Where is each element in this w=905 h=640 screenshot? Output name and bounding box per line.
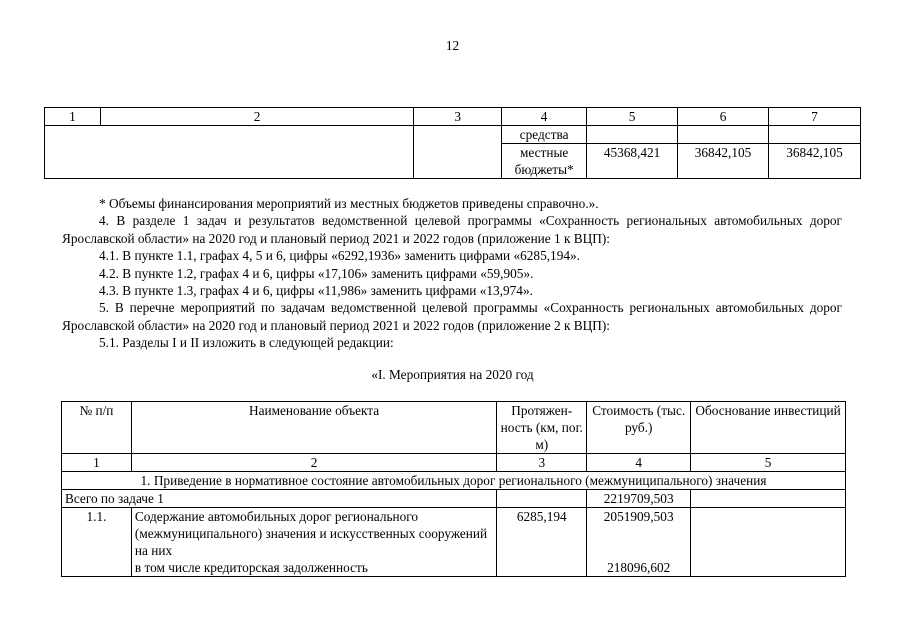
header-justification: Обоснование инвестиций xyxy=(691,402,846,454)
header-num: № п/п xyxy=(62,402,132,454)
paragraph: 5.1. Разделы I и II изложить в следующей редакции: xyxy=(99,335,394,351)
paragraph: 5. В перечне мероприятий по задачам ведомственной целевой программы «Сохранность региональных автомобильных дорог Ярославской области» на 2020 год и плановый период 2021 и 2022 годов (приложение 2 к ВЦП): xyxy=(62,300,842,333)
header-name: Наименование объекта xyxy=(131,402,496,454)
header-length: Протяжен-ность (км, пог. м) xyxy=(497,402,587,454)
paragraph: 4.2. В пункте 1.2, графах 4 и 6, цифры «17,106» заменить цифрами «59,905». xyxy=(99,265,534,281)
page-number: 12 xyxy=(445,38,460,53)
paragraph: 4. В разделе 1 задач и результатов ведомственной целевой программы «Сохранность региональных автомобильных дорог Ярославской области» на 2020 год и плановый период 2021 и 2022 годов (приложение 1 к ВЦП): xyxy=(62,213,842,246)
col-number-cell: 3 xyxy=(497,454,587,472)
item-cost: 2051909,503 xyxy=(587,508,691,560)
empty-cell xyxy=(691,559,846,577)
amount-cell: 36842,105 xyxy=(678,144,769,179)
empty-cell xyxy=(678,126,769,144)
empty-cell xyxy=(497,559,587,577)
header-row xyxy=(62,402,846,454)
item-name: Содержание автомобильных дорог регионального (межмуниципального) значения и искусственных сооружений на них xyxy=(131,508,496,560)
col-number-cell: 7 xyxy=(768,108,860,126)
total-row xyxy=(62,490,846,508)
col-number-cell: 2 xyxy=(131,454,496,472)
col-number-cell: 5 xyxy=(691,454,846,472)
sub-cost: 218096,602 xyxy=(587,559,691,577)
item-number: 1.1. xyxy=(62,508,132,560)
paragraph: 4.3. В пункте 1.3, графах 4 и 6, цифры «11,986» заменить цифрами «13,974». xyxy=(99,283,533,299)
column-number-row xyxy=(45,108,861,126)
amount-cell: 36842,105 xyxy=(768,144,860,179)
table-row xyxy=(62,508,846,560)
empty-cell xyxy=(691,490,846,508)
table-row xyxy=(62,559,846,577)
total-cost: 2219709,503 xyxy=(587,490,691,508)
empty-cell xyxy=(768,126,860,144)
paragraph: 4.1. В пункте 1.1, графах 4, 5 и 6, цифры «6292,1936» заменить цифрами «6285,194». xyxy=(99,248,580,264)
col-number-cell: 3 xyxy=(414,108,502,126)
amount-cell: 45368,421 xyxy=(587,144,678,179)
total-label: Всего по задаче 1 xyxy=(62,490,497,508)
header-cost: Стоимость (тыс. руб.) xyxy=(587,402,691,454)
funding-source-cell: местные бюджеты* xyxy=(502,144,587,179)
col-number-cell: 5 xyxy=(587,108,678,126)
col-number-cell: 6 xyxy=(678,108,769,126)
col-number-cell: 2 xyxy=(100,108,413,126)
section-title: 1. Приведение в нормативное состояние автомобильных дорог регионального (межмуниципального) значения xyxy=(62,472,846,490)
section-title-row xyxy=(62,472,846,490)
table-row xyxy=(45,126,861,144)
col-number-cell: 4 xyxy=(587,454,691,472)
col-number-cell: 4 xyxy=(502,108,587,126)
empty-cell xyxy=(414,126,502,179)
sub-label: в том числе кредиторская задолженность xyxy=(131,559,496,577)
financing-table-continuation xyxy=(44,107,861,179)
empty-cell xyxy=(587,126,678,144)
col-number-cell: 1 xyxy=(62,454,132,472)
funding-source-cell: средства xyxy=(502,126,587,144)
footnote-paragraph: * Объемы финансирования мероприятий из местных бюджетов приведены справочно.». xyxy=(99,196,599,211)
empty-cell xyxy=(691,508,846,560)
column-number-row xyxy=(62,454,846,472)
col-number-cell: 1 xyxy=(45,108,101,126)
amendment-paragraphs xyxy=(62,195,842,352)
section-heading: «I. Мероприятия на 2020 год xyxy=(371,367,534,382)
empty-cell xyxy=(497,490,587,508)
measures-table xyxy=(61,401,846,577)
empty-cell xyxy=(45,126,414,179)
item-length: 6285,194 xyxy=(497,508,587,560)
empty-cell xyxy=(62,559,132,577)
